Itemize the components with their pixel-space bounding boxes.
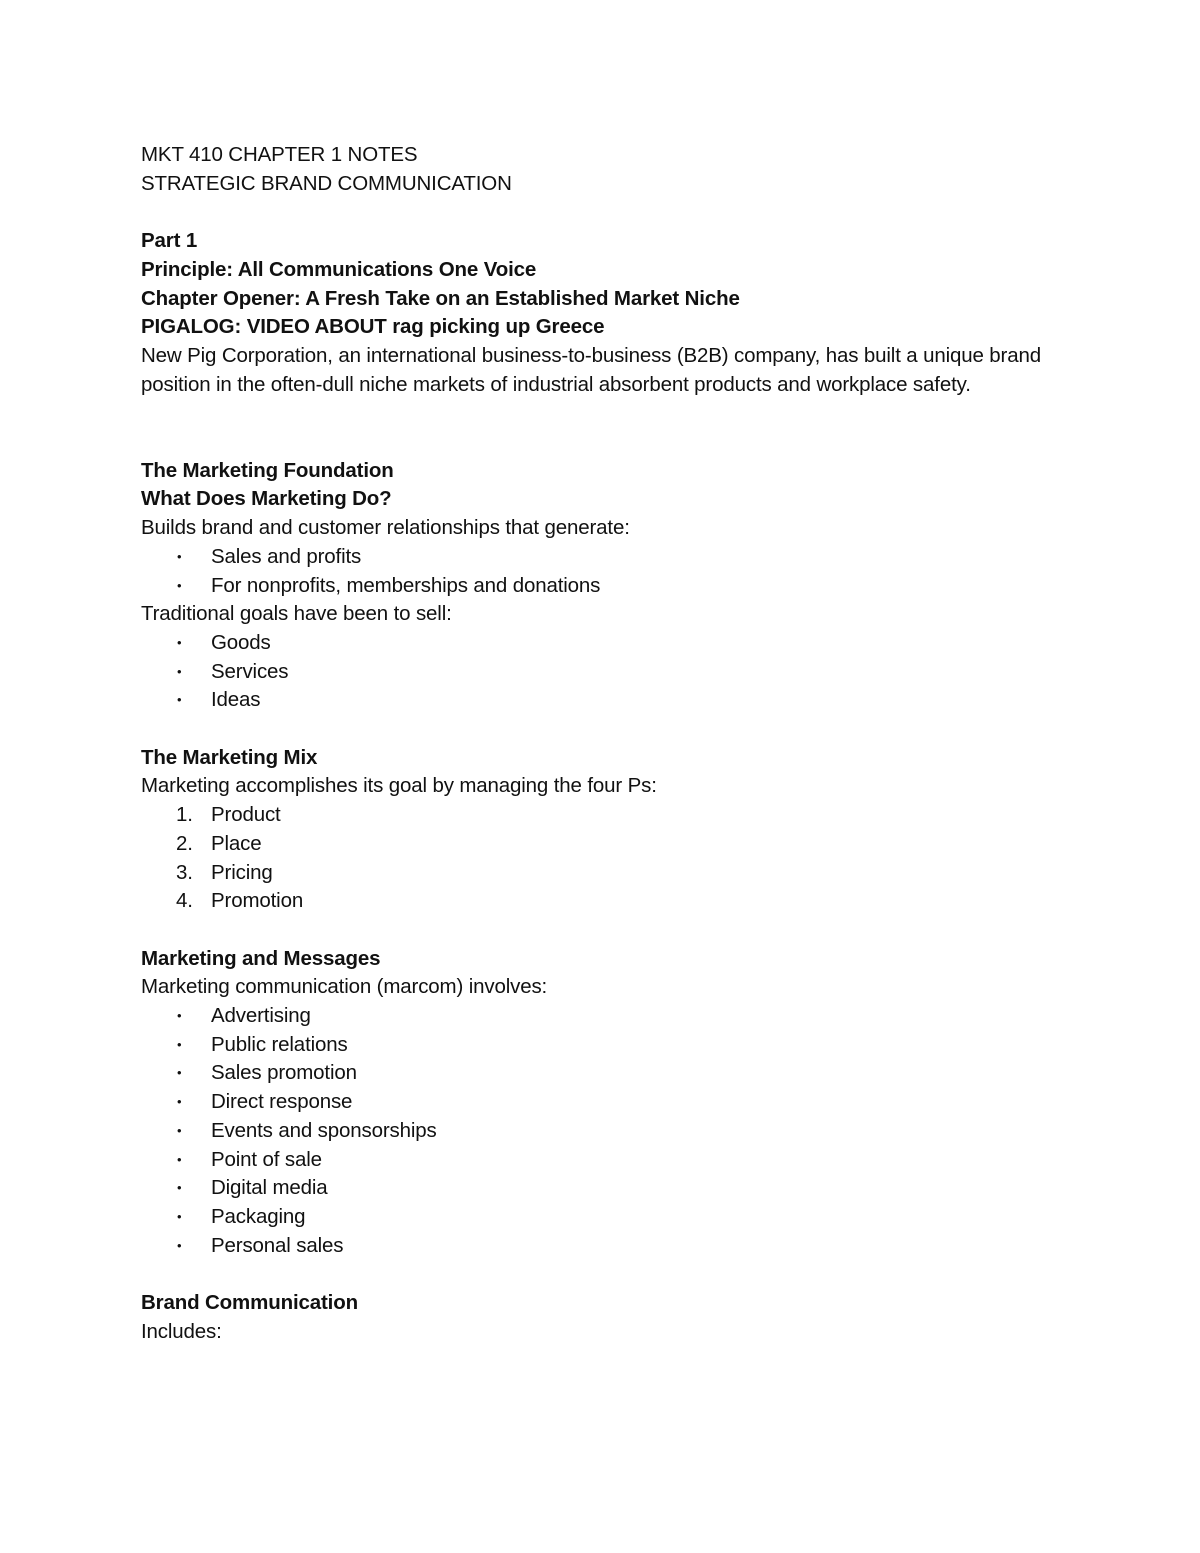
list-item: 2. Place [141, 830, 1061, 859]
bullet-marker: • [177, 548, 182, 564]
spacer [141, 1260, 1061, 1289]
list-item: 4. Promotion [141, 887, 1061, 916]
bullet-marker: • [177, 1094, 182, 1110]
bullet-marker: • [177, 1180, 182, 1196]
list-item: • Goods [141, 629, 1061, 658]
marketing-mix-intro: Marketing accomplishes its goal by managing the four Ps: [141, 774, 657, 798]
bullet-marker: • [177, 1151, 182, 1167]
list-item: • Direct response [141, 1088, 1061, 1117]
part-label: Part 1 [141, 229, 198, 253]
list-item: • Events and sponsorships [141, 1117, 1061, 1146]
bullet-marker: • [177, 692, 182, 708]
list-number: 1. [176, 803, 193, 827]
chapter-opener-line: Chapter Opener: A Fresh Take on an Established Market Niche [141, 286, 740, 310]
bullet-marker: • [177, 1237, 182, 1253]
generates-intro: Builds brand and customer relationships that generate: [141, 516, 630, 540]
spacer [141, 916, 1061, 945]
marcom-list [141, 1002, 1061, 1260]
four-ps-list [141, 801, 1061, 916]
marcom-intro: Marketing communication (marcom) involves: [141, 975, 548, 999]
bullet-marker: • [177, 1008, 182, 1024]
spacer [141, 399, 1061, 456]
list-number: 3. [176, 860, 193, 884]
list-item: 1. Product [141, 801, 1061, 830]
list-item: • Digital media [141, 1174, 1061, 1203]
list-item: • Services [141, 658, 1061, 687]
list-item: • Ideas [141, 686, 1061, 715]
marketing-messages-heading: Marketing and Messages [141, 946, 381, 970]
bullet-marker: • [177, 577, 182, 593]
marketing-mix-heading: The Marketing Mix [141, 745, 318, 769]
list-number: 4. [176, 889, 193, 913]
marketing-foundation-heading: The Marketing Foundation [141, 458, 394, 482]
list-item: • Public relations [141, 1031, 1061, 1060]
list-item: • Personal sales [141, 1232, 1061, 1261]
bullet-marker: • [177, 1036, 182, 1052]
spacer [141, 198, 1061, 227]
list-item: • Advertising [141, 1002, 1061, 1031]
new-pig-paragraph: New Pig Corporation, an international business-to-business (B2B) company, has built a unique brand position in the often-dull niche markets of industrial absorbent products and workplace safety. [141, 343, 1041, 396]
document-page [141, 141, 1061, 1346]
list-item: • Packaging [141, 1203, 1061, 1232]
brand-communication-heading: Brand Communication [141, 1291, 358, 1315]
course-title: MKT 410 CHAPTER 1 NOTES [141, 143, 418, 166]
list-item: 3. Pricing [141, 859, 1061, 888]
pigalog-line: PIGALOG: VIDEO ABOUT rag picking up Greece [141, 315, 605, 339]
brand-communication-intro: Includes: [141, 1319, 222, 1343]
bullet-marker: • [177, 1065, 182, 1081]
list-number: 2. [176, 831, 193, 855]
bullet-marker: • [177, 663, 182, 679]
bullet-marker: • [177, 1208, 182, 1224]
list-item: • Point of sale [141, 1146, 1061, 1175]
spacer [141, 715, 1061, 744]
principle-line: Principle: All Communications One Voice [141, 257, 537, 281]
list-item: • Sales and profits [141, 543, 1061, 572]
list-item: • Sales promotion [141, 1059, 1061, 1088]
marketing-foundation-subheading: What Does Marketing Do? [141, 487, 392, 511]
bullet-marker: • [177, 1122, 182, 1138]
document-subject: STRATEGIC BRAND COMMUNICATION [141, 171, 512, 195]
goals-intro: Traditional goals have been to sell: [141, 602, 452, 626]
bullet-marker: • [177, 634, 182, 650]
goals-list [141, 629, 1061, 715]
generates-list [141, 543, 1061, 600]
list-item: • For nonprofits, memberships and donations [141, 572, 1061, 601]
